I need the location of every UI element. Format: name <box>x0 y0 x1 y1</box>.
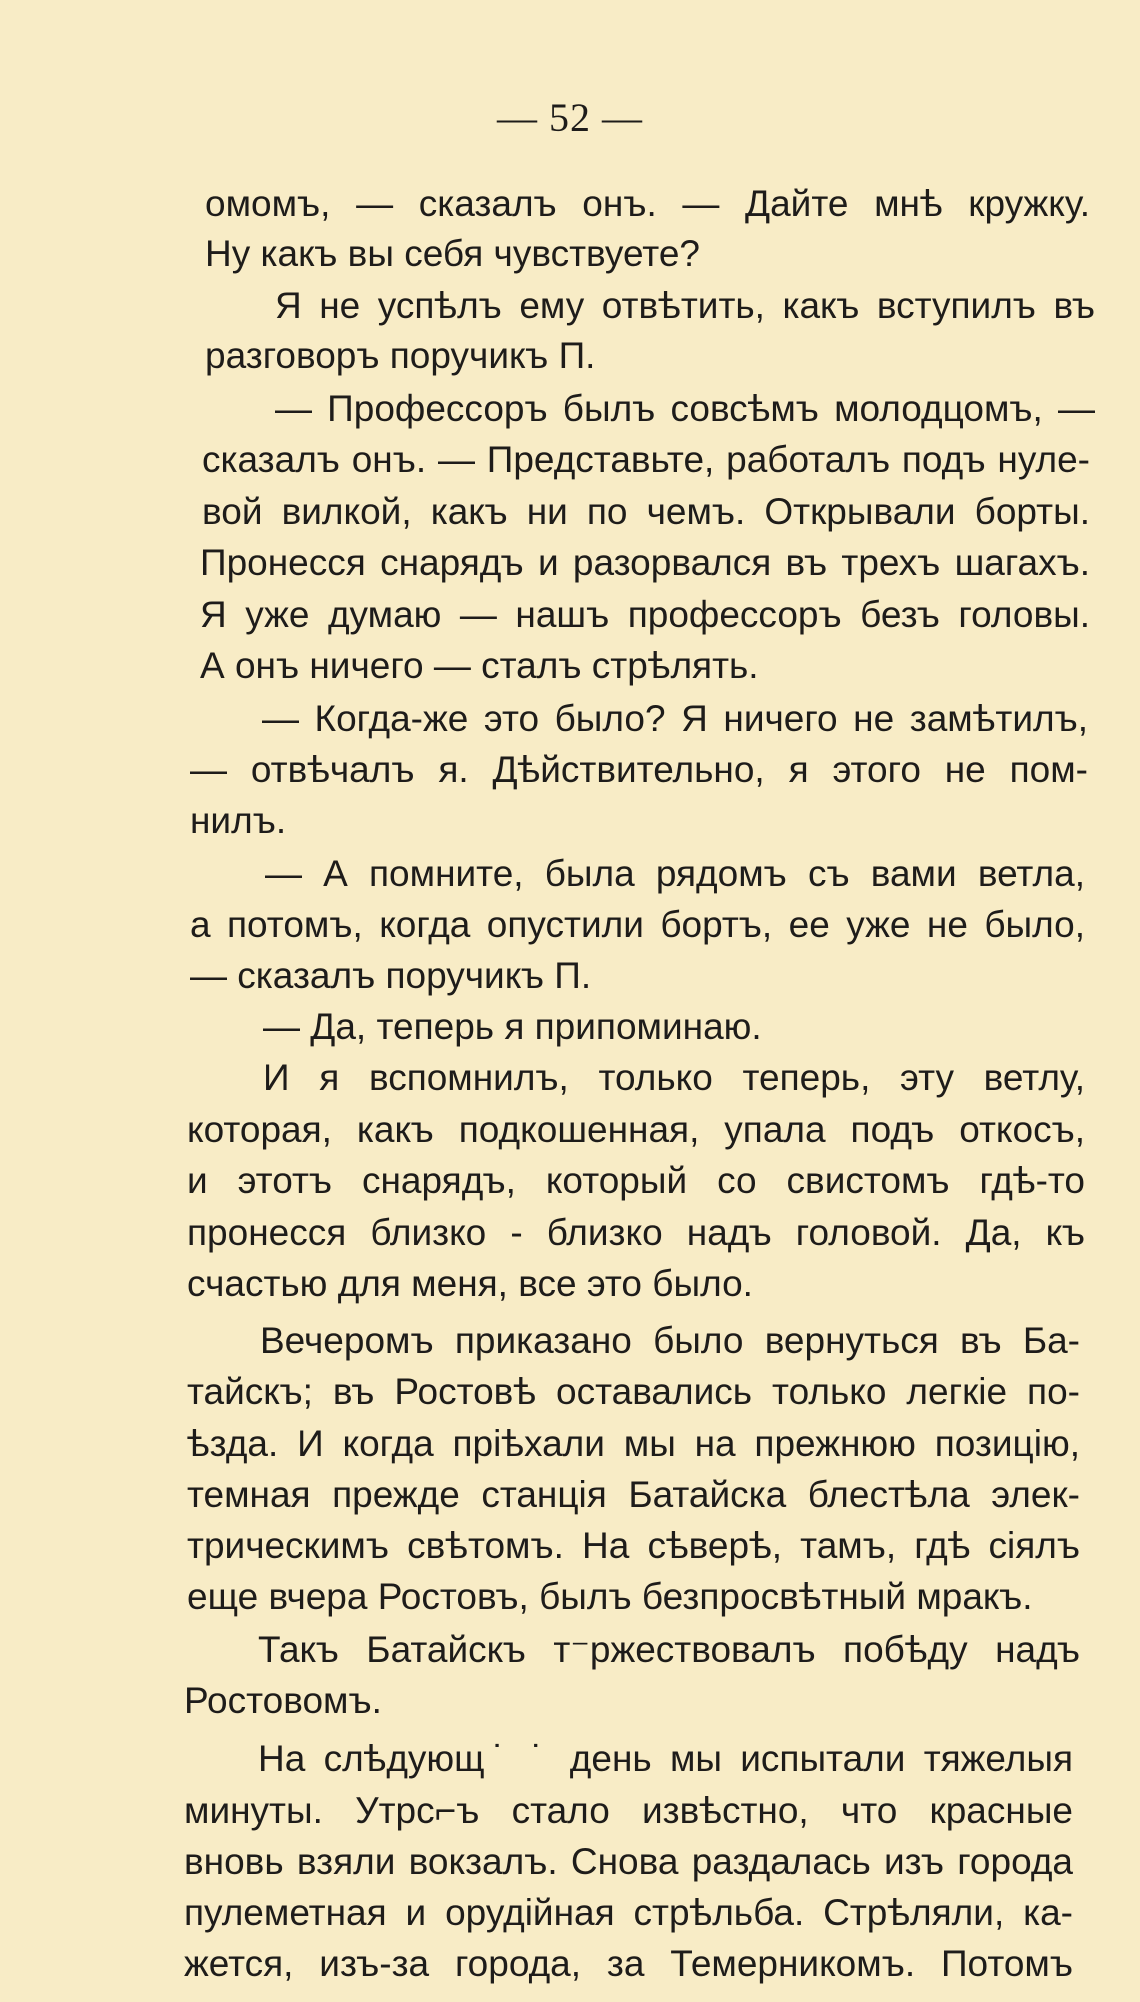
text-line: И я вспомнилъ, только теперь, эту ветлу, <box>263 1057 1085 1098</box>
text-line: — сказалъ поручикъ П. <box>190 955 592 996</box>
text-line: темная прежде станція Батайска блестѣла элек- <box>187 1474 1080 1515</box>
text-line: а потомъ, когда опустили бортъ, ее уже не было, <box>190 904 1085 945</box>
text-line: вновь взяли вокзалъ. Снова раздалась изъ города <box>184 1841 1073 1882</box>
text-line: Ростовомъ. <box>184 1680 382 1721</box>
text-line: минуты. Утрс⌐ъ стало извѣстно, что красные <box>184 1790 1073 1831</box>
text-line: еще вчера Ростовъ, былъ безпросвѣтный мракъ. <box>187 1576 1033 1617</box>
text-line: жется, изъ-за города, за Темерникомъ. Потомъ <box>184 1943 1073 1984</box>
text-line: — Профессоръ былъ совсѣмъ молодцомъ, — <box>275 388 1095 429</box>
text-line: Пронесся снарядъ и разорвался въ трехъ шагахъ. <box>200 542 1090 583</box>
text-line: и этотъ снарядъ, который со свистомъ гдѣ-то <box>187 1160 1085 1201</box>
text-line: тайскъ; въ Ростовѣ оставались только легкіе по- <box>187 1371 1080 1412</box>
text-line: пронесся близко - близко надъ головой. Да, къ <box>187 1212 1085 1253</box>
text-line: Такъ Батайскъ т⁻ржествовалъ побѣду надъ <box>258 1629 1080 1670</box>
text-line: нилъ. <box>190 800 287 841</box>
text-line: которая, какъ подкошенная, упала подъ откосъ, <box>187 1109 1085 1150</box>
text-line: Я уже думаю — нашъ профессоръ безъ головы. <box>200 594 1090 635</box>
text-line: — Да, теперь я припоминаю. <box>263 1006 762 1047</box>
text-line: счастью для меня, все это было. <box>187 1263 753 1304</box>
text-line: Вечеромъ приказано было вернуться въ Ба- <box>260 1320 1080 1361</box>
text-line: На слѣдующ˙ ˙ день мы испытали тяжелыя <box>258 1738 1073 1779</box>
text-line: А онъ ничего — сталъ стрѣлять. <box>200 645 759 686</box>
text-line: Я не успѣлъ ему отвѣтить, какъ вступилъ въ <box>275 285 1095 326</box>
text-line: сказалъ онъ. — Представьте, работалъ подъ нуле- <box>202 439 1090 480</box>
page-number: — 52 — <box>497 95 643 140</box>
text-line: Ну какъ вы себя чувствуете? <box>205 233 700 274</box>
text-line: омомъ, — сказалъ онъ. — Дайте мнѣ кружку. <box>205 183 1090 224</box>
text-line: пулеметная и орудійная стрѣльба. Стрѣляли, ка- <box>184 1892 1073 1933</box>
text-line: ѣзда. И когда пріѣхали мы на прежнюю позицію, <box>187 1423 1080 1464</box>
text-line: вой вилкой, какъ ни по чемъ. Открывали борты. <box>202 491 1090 532</box>
text-line: — Когда-же это было? Я ничего не замѣтилъ, <box>262 698 1088 739</box>
text-line: — отвѣчалъ я. Дѣйствительно, я этого не пом- <box>190 749 1088 790</box>
text-line: разговоръ поручикъ П. <box>205 335 596 376</box>
text-line: трическимъ свѣтомъ. На сѣверѣ, тамъ, гдѣ сіялъ <box>187 1525 1080 1566</box>
text-line: — А помните, была рядомъ съ вами ветла, <box>265 853 1085 894</box>
